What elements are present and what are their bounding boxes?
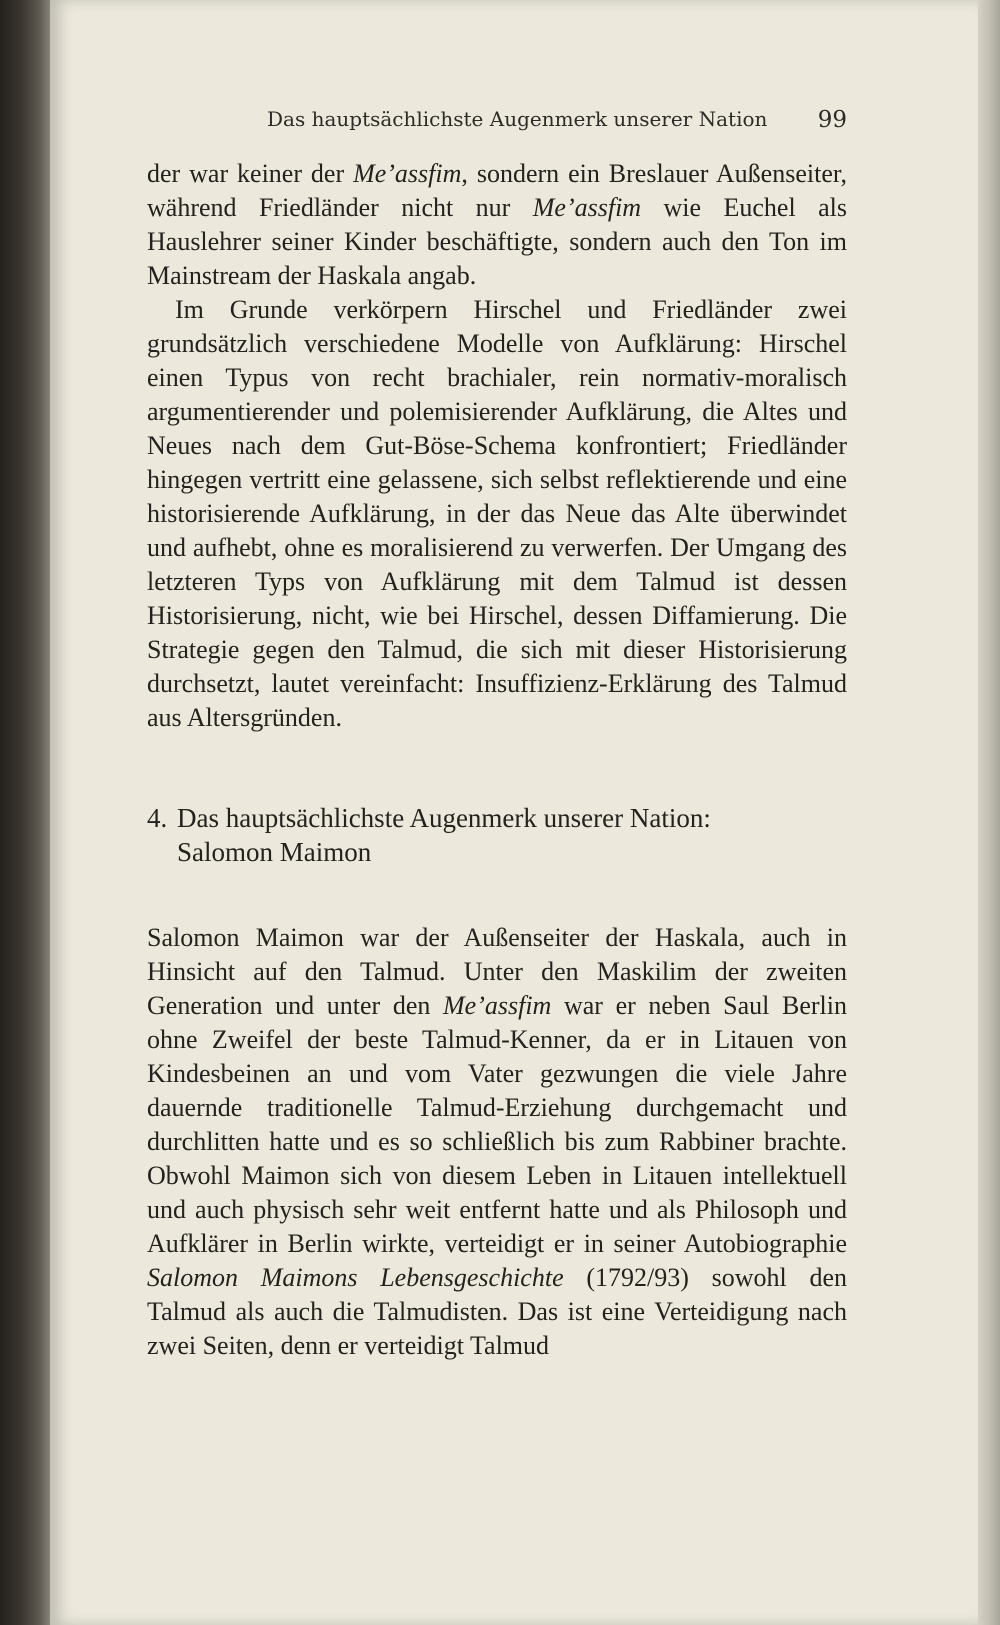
section-number: 4. bbox=[147, 803, 168, 833]
section-title-line-1: Das hauptsächlichste Augenmerk unserer Nation: bbox=[177, 803, 711, 833]
book-spine bbox=[0, 0, 52, 1625]
running-head: Das hauptsächlichste Augenmerk unserer Nation bbox=[267, 107, 768, 131]
paragraph-1: der war keiner der Me’assfim, sondern ein Breslauer Außenseiter, während Friedländer nicht nur Me’assfim wie Euchel als Hauslehrer seiner Kinder beschäftigte, sondern auch den Ton im Mainstream der Haskala angab. bbox=[147, 159, 847, 290]
paragraph-2: Im Grunde verkörpern Hirschel und Friedländer zwei grundsätzlich verschiedene Modelle von Aufklärung: Hirschel einen Typus von recht brachialer, rein normativ-moralisch argumentierender und polemisierender Aufklärung, die Altes und Neues nach dem Gut-Böse-Schema konfrontiert; Friedländer hingegen vertritt eine gelassene, sich selbst reflektierende und eine historisierende Aufklärung, in der das Neue das Alte überwindet und aufhebt, ohne es moralisierend zu verwerfen. Der Umgang des letzteren Typs von Aufklärung mit dem Talmud ist dessen Historisierung, nicht, wie bei Hirschel, dessen Diffamierung. Die Strategie gegen den Talmud, die sich mit dieser Historisierung durchsetzt, lautet vereinfacht: Insuffizienz-Erklärung des Talmud aus Altersgründen. bbox=[147, 295, 847, 732]
section-title-line-2: Salomon Maimon bbox=[177, 837, 372, 867]
page-edge bbox=[978, 0, 1000, 1625]
book-page bbox=[50, 0, 978, 1625]
paragraph-3: Salomon Maimon war der Außenseiter der Haskala, auch in Hinsicht auf den Talmud. Unter den Maskilim der zweiten Generation und unter den Me’assfim war er neben Saul Berlin ohne Zweifel der beste Talmud-Kenner, da er in Litauen von Kindesbeinen an und vom Vater gezwungen die viele Jahre dauernde traditionelle Talmud-Erziehung durchgemacht und durchlitten hatte und es so schließlich bis zum Rabbiner brachte. Obwohl Maimon sich von diesem Leben in Litauen intellektuell und auch physisch sehr weit entfernt hatte und als Philosoph und Aufklärer in Berlin wirkte, verteidigt er in seiner Autobiographie Salomon Maimons Lebensgeschichte (1792/93) sowohl den Talmud als auch die Talmudisten. Das ist eine Verteidigung nach zwei Seiten, denn er verteidigt Talmud bbox=[147, 923, 847, 1360]
section-heading bbox=[147, 801, 847, 869]
page-number: 99 bbox=[817, 107, 847, 133]
page-body bbox=[147, 157, 847, 1363]
